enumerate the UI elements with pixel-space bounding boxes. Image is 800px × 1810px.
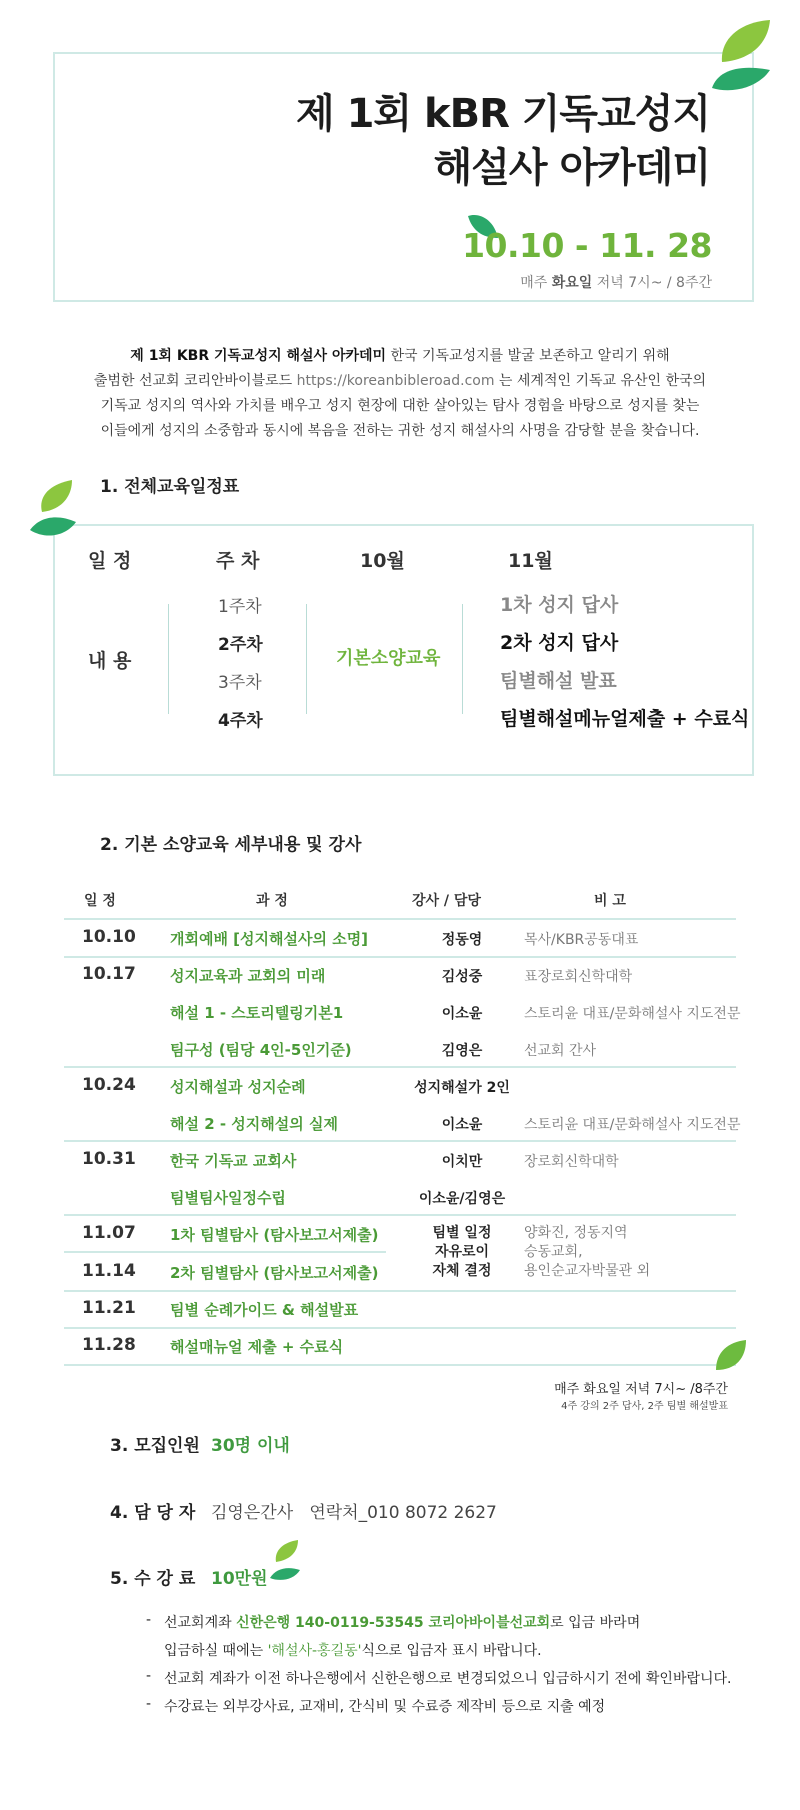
divider bbox=[306, 604, 307, 714]
bullet-account bbox=[164, 1612, 640, 1632]
section2-title: 2. 기본 소양교육 세부내용 및 강사 bbox=[100, 835, 362, 855]
row-course: 한국 기독교 교회사 bbox=[170, 1152, 297, 1170]
leaf-icon bbox=[700, 14, 780, 94]
intro-line1: 한국 기독교성지를 발굴 보존하고 알리기 위해 bbox=[386, 348, 670, 364]
bullet-dash: - bbox=[146, 1612, 152, 1628]
page-title-line2: 해설사 아카데미 bbox=[433, 145, 710, 191]
header-week: 주 차 bbox=[216, 550, 260, 572]
schedule-day: 화요일 bbox=[551, 275, 593, 291]
merged-lecturer-line: 자체 결정 bbox=[432, 1263, 492, 1279]
bullet-account-line2 bbox=[164, 1640, 542, 1660]
table-line bbox=[64, 1251, 386, 1253]
intro-url: https://koreanbibleroad.com bbox=[296, 373, 495, 389]
intro-title: 제 1회 KBR 기독교성지 해설사 아카데미 bbox=[130, 348, 387, 364]
t2-header-course: 과 정 bbox=[256, 893, 288, 909]
account-number: 140-0119-53545 bbox=[290, 1615, 429, 1631]
page-title-line1: 제 1회 kBR 기독교성지 bbox=[296, 91, 710, 137]
row-date: 10.17 bbox=[82, 964, 136, 984]
divider bbox=[462, 604, 463, 714]
row-note: 표장로회신학대학 bbox=[524, 969, 633, 985]
t2-header-note: 비 고 bbox=[594, 893, 626, 909]
date-range: 10.10 - 11. 28 bbox=[462, 226, 712, 265]
row-date: 11.14 bbox=[82, 1261, 136, 1281]
table-line bbox=[64, 1214, 736, 1216]
week-3: 3주차 bbox=[218, 673, 262, 693]
row-note: 스토리윤 대표/문화해설사 지도전문 bbox=[524, 1006, 741, 1022]
row-lecturer: 성지해설가 2인 bbox=[414, 1080, 510, 1096]
row-course: 해설매뉴얼 제출 + 수료식 bbox=[170, 1338, 344, 1356]
leaf-icon bbox=[712, 1338, 748, 1374]
row-label-content: 내 용 bbox=[88, 650, 132, 672]
row-lecturer: 이소윤 bbox=[441, 1117, 483, 1133]
section1-title: 1. 전체교육일정표 bbox=[100, 477, 240, 497]
header-october: 10월 bbox=[360, 550, 405, 572]
row-date: 10.31 bbox=[82, 1149, 136, 1169]
row-lecturer: 이치만 bbox=[441, 1154, 483, 1170]
week-4: 4주차 bbox=[218, 711, 263, 731]
bank-name: 신한은행 bbox=[236, 1615, 291, 1631]
week-2: 2주차 bbox=[218, 635, 263, 655]
section5-label: 5. 수 강 료 bbox=[110, 1569, 196, 1589]
row-course: 해설 1 - 스토리텔링기본1 bbox=[170, 1004, 344, 1022]
merged-note-line: 용인순교자박물관 외 bbox=[524, 1263, 651, 1279]
bullet-dash: - bbox=[146, 1668, 152, 1684]
table-line bbox=[64, 1290, 736, 1292]
row-course: 팀별 순례가이드 & 해설발표 bbox=[170, 1301, 359, 1319]
bullet-text: 입금하실 때에는 bbox=[164, 1643, 268, 1659]
intro-line4: 이들에게 성지의 소중함과 동시에 복음을 전하는 귀한 성지 해설사의 사명을 감당할 분을 찾습니다. bbox=[100, 423, 700, 439]
merged-note-line: 양화진, 정동지역 bbox=[524, 1225, 628, 1241]
row-note: 장로회신학대학 bbox=[524, 1154, 619, 1170]
row-lecturer: 이소윤/김영은 bbox=[418, 1191, 506, 1207]
november-item-2: 2차 성지 답사 bbox=[500, 632, 619, 654]
schedule-prefix: 매주 bbox=[520, 275, 548, 291]
bullet-text: 식으로 입금자 표시 바랍니다. bbox=[361, 1643, 542, 1659]
november-item-3: 팀별해설 발표 bbox=[500, 670, 617, 692]
schedule-note bbox=[520, 272, 712, 292]
merged-lecturer-line: 자유로이 bbox=[434, 1244, 490, 1260]
intro-paragraph bbox=[70, 344, 730, 444]
depositor-example: '해설사-홍길동' bbox=[267, 1643, 362, 1659]
bullet-dash: - bbox=[146, 1696, 152, 1712]
bullet-text: 선교회계좌 bbox=[164, 1615, 237, 1631]
row-course: 성지해설과 성지순례 bbox=[170, 1078, 306, 1096]
table-line bbox=[64, 1066, 736, 1068]
section3-label: 3. 모집인원 bbox=[110, 1436, 200, 1456]
october-content: 기본소양교육 bbox=[336, 648, 441, 669]
schedule-suffix: 저녁 7시~ / 8주간 bbox=[596, 275, 712, 291]
row-date: 11.21 bbox=[82, 1298, 136, 1318]
t2-header-lecturer: 강사 / 담당 bbox=[412, 893, 481, 909]
row-date: 11.07 bbox=[82, 1223, 136, 1243]
row-course: 개회예배 [성지해설사의 소명] bbox=[170, 930, 369, 948]
row-lecturer: 김영은 bbox=[441, 1043, 483, 1059]
row-course: 성지교육과 교회의 미래 bbox=[170, 967, 326, 985]
table-line bbox=[64, 1327, 736, 1329]
week-1: 1주차 bbox=[218, 597, 262, 617]
merged-lecturer bbox=[402, 1224, 522, 1281]
bullet-text: 로 입금 바라며 bbox=[550, 1615, 641, 1631]
row-lecturer: 정동영 bbox=[441, 932, 483, 948]
merged-note bbox=[524, 1224, 650, 1281]
row-date: 10.24 bbox=[82, 1075, 136, 1095]
footnote-schedule: 매주 화요일 저녁 7시~ /8주간 bbox=[554, 1382, 728, 1397]
intro-line2-end: 는 세계적인 기독교 유산인 한국의 bbox=[494, 373, 707, 389]
leaf-icon bbox=[26, 478, 82, 540]
header-november: 11월 bbox=[508, 550, 553, 572]
bullet-bank-change: 선교회 계좌가 이전 하나은행에서 신한은행으로 변경되었으니 입금하시기 전에 확인바랍니다. bbox=[164, 1671, 732, 1687]
row-date: 10.10 bbox=[82, 927, 136, 947]
merged-lecturer-line: 팀별 일정 bbox=[432, 1225, 492, 1241]
t2-header-schedule: 일 정 bbox=[84, 893, 116, 909]
account-holder: 코리아바이블선교회 bbox=[428, 1615, 551, 1631]
row-note: 스토리윤 대표/문화해설사 지도전문 bbox=[524, 1117, 741, 1133]
row-course: 2차 팀별탐사 (탐사보고서제출) bbox=[170, 1264, 379, 1282]
merged-note-line: 승동교회, bbox=[524, 1244, 583, 1260]
table-line bbox=[64, 956, 736, 958]
november-item-1: 1차 성지 답사 bbox=[500, 594, 619, 616]
section3-value: 30명 이내 bbox=[211, 1436, 290, 1456]
row-lecturer: 이소윤 bbox=[441, 1006, 483, 1022]
row-date: 11.28 bbox=[82, 1335, 136, 1355]
table-line bbox=[64, 1364, 736, 1366]
table-line bbox=[64, 1140, 736, 1142]
footnote-detail: 4주 강의 2주 답사, 2주 팀별 해설발표 bbox=[561, 1401, 728, 1412]
header-schedule: 일 정 bbox=[88, 550, 132, 572]
bullet-fee-usage: 수강료는 외부강사료, 교재비, 간식비 및 수료증 제작비 등으로 지출 예정 bbox=[164, 1699, 606, 1715]
table-line bbox=[64, 918, 736, 920]
row-course: 팀구성 (팀당 4인-5인기준) bbox=[170, 1041, 352, 1059]
leaf-icon bbox=[268, 1538, 302, 1580]
november-item-4: 팀별해설메뉴얼제출 + 수료식 bbox=[500, 708, 750, 730]
intro-line2-start: 출범한 선교회 코리안바이블로드 bbox=[93, 373, 297, 389]
divider bbox=[168, 604, 169, 714]
section4-label: 4. 담 당 자 bbox=[110, 1503, 196, 1523]
row-note: 목사/KBR공동대표 bbox=[524, 932, 639, 948]
section5-value: 10만원 bbox=[211, 1569, 268, 1589]
row-course: 1차 팀별탐사 (탐사보고서제출) bbox=[170, 1226, 379, 1244]
row-course: 해설 2 - 성지해설의 실제 bbox=[170, 1115, 338, 1133]
section4-value: 김영은간사 연락처_010 8072 2627 bbox=[211, 1503, 497, 1523]
row-course: 팀별팀사일정수립 bbox=[170, 1189, 286, 1207]
intro-line3: 기독교 성지의 역사와 가치를 배우고 성지 현장에 대한 살아있는 탐사 경험을 바탕으로 성지를 찾는 bbox=[100, 398, 700, 414]
row-lecturer: 김성중 bbox=[441, 969, 483, 985]
row-note: 선교회 간사 bbox=[524, 1043, 597, 1059]
